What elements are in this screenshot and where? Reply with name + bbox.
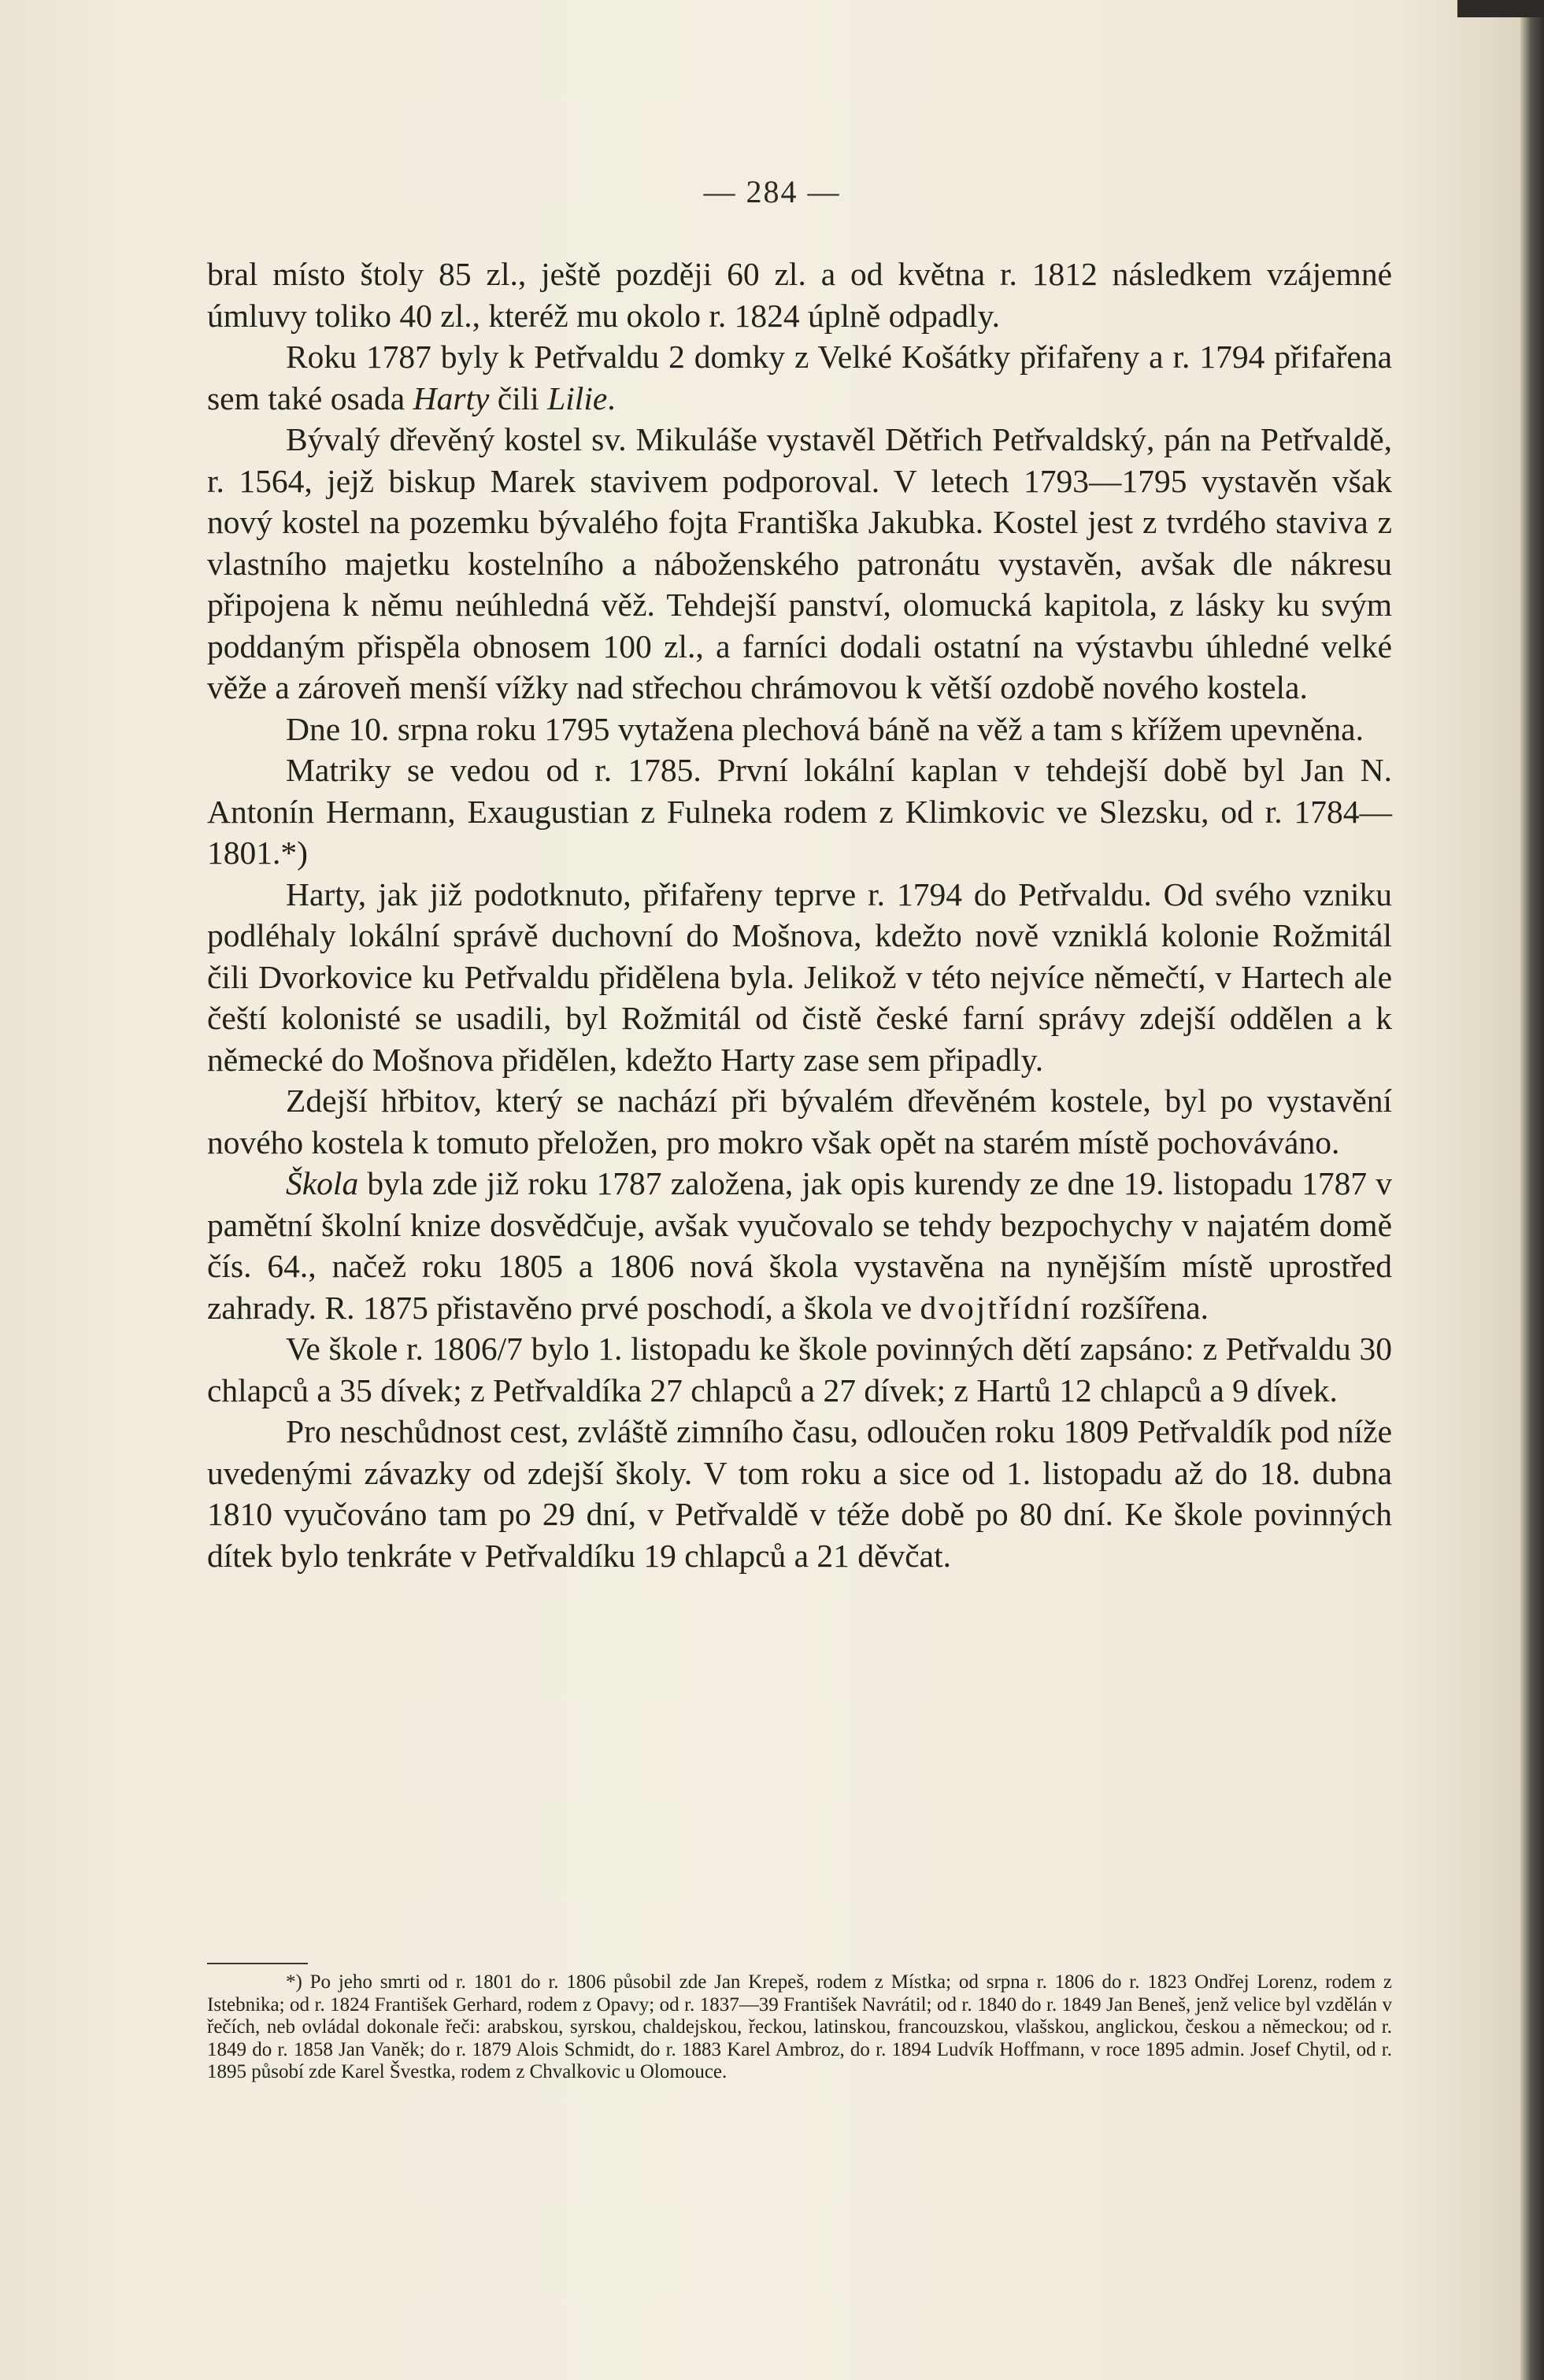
- paragraph-2-text-e: .: [607, 379, 616, 416]
- paragraph-2-text-a: Roku 1787 byly k Petřvaldu 2 domky z Velké Košátky přifařeny a r. 1794 přifařena sem také osada: [207, 339, 1392, 416]
- scan-corner: [1457, 0, 1544, 17]
- paragraph-6: Harty, jak již podotknuto, přifařeny teprve r. 1794 do Petřvaldu. Od svého vzniku podléhaly lokální správě duchovní do Mošnova, kdežto nově vzniklá kolonie Rožmitál čili Dvorkovice ku Petřvaldu přidělena byla. Jelikož v této nejvíce němečtí, v Hartech ale čeští kolonisté se usadili, byl Rožmitál od čistě české farní správy zdejší oddělen a k německé do Mošnova přidělen, kdežto Harty zase sem připadly.: [207, 875, 1392, 1078]
- paragraph-1: bral místo štoly 85 zl., ještě později 60 zl. a od května r. 1812 následkem vzájemné úmluvy toliko 40 zl., kteréž mu okolo r. 1824 úplně odpadly.: [207, 256, 1392, 334]
- section-heading-skola: Škola: [286, 1165, 359, 1201]
- paragraph-7: Zdejší hřbitov, který se nachází při bývalém dřevěném kostele, byl po vystavění nového kostela k tomuto přeložen, pro mokro však opět na starém místě pochováváno.: [207, 1083, 1392, 1160]
- spaced-word-dvojtridni: dvojtřídní: [920, 1289, 1073, 1326]
- main-text: [207, 254, 1392, 1576]
- footnote-divider: [207, 1963, 308, 1964]
- paragraph-9: Ve škole r. 1806/7 bylo 1. listopadu ke škole povinných dětí zapsáno: z Petřvaldu 30 chlapců a 35 dívek; z Petřvaldíka 27 chlapců a 27 dívek; z Hartů 12 chlapců a 9 dívek.: [207, 1331, 1392, 1408]
- place-name-lilie: Lilie: [547, 379, 608, 416]
- paragraph-5: Matriky se vedou od r. 1785. První lokální kaplan v tehdejší době byl Jan N. Antonín Hermann, Exaugustian z Fulneka rodem z Klimkovic ve Slezsku, od r. 1784—1801.*): [207, 752, 1392, 871]
- paragraph-4: Dne 10. srpna roku 1795 vytažena plechová báně na věž a tam s křížem upevněna.: [286, 710, 1364, 747]
- paragraph-2: [207, 336, 1392, 419]
- paragraph-2-text-c: čili: [489, 379, 548, 416]
- book-edge: [1520, 0, 1544, 2380]
- paragraph-8: [207, 1163, 1392, 1328]
- paragraph-8-text-b: byla zde již roku 1787 založena, jak opis kurendy ze dne 19. listopadu 1787 v pamětní školní knize dosvědčuje, avšak vyučovalo se tehdy bezpochychy v najatém domě čís. 64., načež roku 1805 a 1806 nová škola vystavěna na nynějším místě uprostřed zahrady. R. 1875 přistavěno prvé poschodí, a škola ve: [207, 1165, 1392, 1326]
- paragraph-8-text-d: rozšířena.: [1072, 1289, 1209, 1326]
- page-number: — 284 —: [703, 174, 841, 209]
- footnote: *) Po jeho smrti od r. 1801 do r. 1806 působil zde Jan Krepeš, rodem z Místka; od srpna r. 1806 do r. 1823 Ondřej Lorenz, rodem z Istebnika; od r. 1824 František Gerhard, rodem z Opavy; od r. 1837—39 František Navrátil; od r. 1840 do r. 1849 Jan Beneš, jenž velice byl vzdělán v řečích, neb ovládal dokonale řeči: arabskou, syrskou, chaldejskou, řeckou, latinskou, francouzskou, vlašskou, anglickou, českou a německou; od r. 1849 do r. 1858 Jan Vaněk; do r. 1879 Alois Schmidt, do r. 1883 Karel Ambroz, do r. 1894 Ludvík Hoffmann, v roce 1895 admin. Josef Chytil, od r. 1895 působí zde Karel Švestka, rodem z Chvalkovic u Olomouce.: [207, 1971, 1392, 2082]
- paragraph-10: Pro neschůdnost cest, zvláště zimního času, odloučen roku 1809 Petřvaldík pod níže uvedenými závazky od zdejší školy. V tom roku a sice od 1. listopadu až do 18. dubna 1810 vyučováno tam po 29 dní, v Petřvaldě v téže době po 80 dní. Ke škole povinných dítek bylo tenkráte v Petřvaldíku 19 chlapců a 21 děvčat.: [207, 1413, 1392, 1574]
- paragraph-3: Bývalý dřevěný kostel sv. Mikuláše vystavěl Dětřich Petřvaldský, pán na Petřvaldě, r. 1564, jejž biskup Marek stavivem podporoval. V letech 1793—1795 vystavěn však nový kostel na pozemku bývalého fojta Františka Jakubka. Kostel jest z tvrdého staviva z vlastního majetku kostelního a náboženského patronátu vystavěn, avšak dle nákresu připojena k němu neúhledná věž. Tehdejší panství, olomucká kapitola, z lásky ku svým poddaným přispěla obnosem 100 zl., a farníci dodali ostatní na výstavbu úhledné velké věže a zároveň menší vížky nad střechou chrámovou k větší ozdobě nového kostela.: [207, 421, 1392, 705]
- place-name-harty: Harty: [413, 379, 490, 416]
